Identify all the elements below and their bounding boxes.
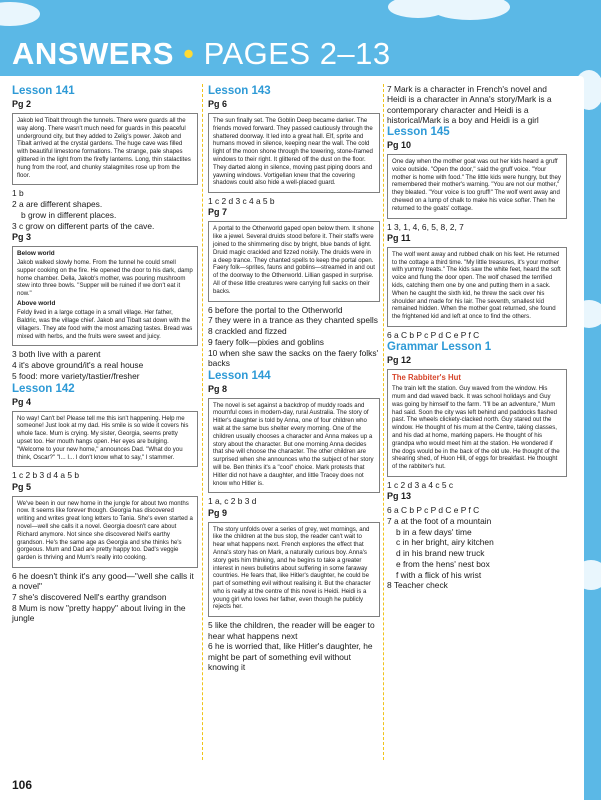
- pg-2-label: Pg 2: [12, 99, 32, 110]
- pg-3-passage: Below world Jakob walked slowly home. From the tunnel he could smell supper cooking on the fire. He opened the door to his dark, damp home chamber. Della, Jakob's mother, was pouring mushroom stew into three bowls. "Supper will be ruined if we don't eat it now." Above world Feldy lived in a large cottage in a small village. Her father, Baldric, was the village chief. Jakob and Tibalt sat down with the villagers. They ate food with the most amazing tastes. Bread was mixed with herbs, and the fruits were sweet and juicy.: [12, 246, 198, 347]
- page-number: 106: [12, 778, 33, 792]
- column-1: [12, 84, 198, 624]
- column-divider: [383, 84, 384, 760]
- cloud: [430, 0, 510, 20]
- pages-range: PAGES 2–13: [203, 36, 391, 71]
- pg-6-label: Pg 6: [208, 99, 228, 110]
- pg-12-label: Pg 12: [387, 355, 412, 366]
- pg-10-passage: One day when the mother goat was out her kids heard a gruff voice outside. "Open the door," said the gruff voice. "Your mother is home with food." The little kids were hungry, but they remembered their mother's warning. "You are not our mother," they bleated. "Your voice is too gruff!" The wolf went away and chewed on a lump of chalk to make his voice softer. Then he returned to the goats' cottage.: [387, 154, 567, 219]
- pg-4-answers: 1 c 2 b 3 d 4 a 5 b: [12, 470, 80, 481]
- pg-6-answers: 1 c 2 d 3 c 4 a 5 b: [208, 196, 275, 207]
- pg-7-label: Pg 7: [208, 207, 228, 218]
- pg-11-passage: The wolf went away and rubbed chalk on his feet. He returned to the cottage a third time. "My little treasures, it's your mother with yummy treats." The kids saw the white feet, heard the soft voice and flung the door open. The wolf chased the terrified kids, catching them one by one and putting them in a sack. When he caught the sixth kid, he threw the sack over his shoulder and made for his lair. The seventh, smallest kid remained hidden. When the mother goat returned, she found the frightened kid and left at once to find the others.: [387, 247, 567, 327]
- pg-8-answers: 1 a, c 2 b 3 d: [208, 496, 257, 507]
- lesson-142-passage: No way! Can't be! Please tell me this isn't happening. Help me someone! Just look at my dad. His smile is so wide it covers his whole face. Mum is crying. My sister, Georgia, seems pretty upset too. Her mouth hangs open. Her eyes are bulging. "Welcome to your new home," announces Dad. "What do you think, Oscar?" "I... I... I don't know what to say," I stammer.: [12, 411, 198, 468]
- story-title: The Rabbiter's Hut: [392, 373, 461, 383]
- lesson-143-heading: Lesson 143: [208, 85, 271, 97]
- pg-7-answers: 6 before the portal to the Otherworld 7 they were in a trance as they chanted spells 8 crackled and fizzed 9 faery folk—pixies and goblins 10 when she saw the sacks on the faery folks' backs: [208, 304, 379, 368]
- pg-2-answers: 1 b 2 a are different shapes. b grow in different places. 3 c grow on different parts of the cave.: [12, 188, 155, 231]
- pg-4-label: Pg 4: [12, 396, 32, 407]
- pg-6-passage: The sun finally set. The Goblin Deep became darker. The friends moved forward. They passed cautiously through the shattered doorway. It led into a great hall. Elf, sprite and humans moved in silence, keeping near the wall. The cold light of the moon shone through the towering, stone-framed windows to their right. It glittered off the dust on the floor. They darted along in silence, moving past piping doors and yawning windows. Vortigellan knew that the covering shadows could also hide a well-placed guard.: [208, 113, 380, 193]
- column-3: [387, 84, 567, 591]
- column-divider: [202, 84, 203, 760]
- column-2: [208, 84, 380, 673]
- pg-7-passage: A portal to the Otherworld gaped open below them. It shone like a jewel. Several druids stood before it. Their staffs were joined to the shimmering disc by bright, blue bands of light. Druid magic crackled and fizzed noisily. The druids were in a deep trance. They chanted spells to keep the portal open. Faery folk—sprites, fauns and goblins—streamed in and out of the doorway to the Otherworld. Lillian gasped in surprise. All of these little creatures were carrying full sacks on their backs.: [208, 221, 380, 301]
- pg-9-answers: 5 like the children, the reader will be eager to hear what happens next 6 he is worried that, like Hitler's daughter, he might be part of something evil without knowing it: [208, 620, 375, 672]
- answers-title: ANSWERS: [12, 36, 174, 71]
- pg-10-answers: 1 3, 1, 4, 6, 5, 8, 2, 7: [387, 221, 464, 232]
- pg-9-passage: The story unfolds over a series of grey, wet mornings, and like the children at the bus stop, the reader can't wait to hear what happens next. French explores the effect that Anna's story has on Mark, a naturally curious boy. Anna's story gets him thinking, and he begins to take a greater interest in news bulletins about suffering in some faraway countries. He fears that, like Hitler's daughter, he could be part of something evil without realising it. But the character who is really at the centre of this novel is Heidi. Heidi is a young girl who loves her father, even though he publicly rejects her.: [208, 522, 380, 618]
- pg-3-label: Pg 3: [12, 231, 32, 242]
- pg-12-answers: 1 c 2 d 3 a 4 c 5 c: [387, 479, 454, 490]
- pg-5-passage: We've been in our new home in the jungle for about two months now. It seems like forever though. Georgia has discovered writing and writes great long letters to Tania. She's even started a novel—well she calls it a novel. Georgia doesn't care about Richard anymore. Not since she discovered Nell's earthy grandson. He's the same age as Georgia and she thinks he's gorgeous. Mum and Dad are pretty happy too. Dad's veggie garden is thriving and Mum's really into cooking.: [12, 496, 198, 568]
- pg-9-label: Pg 9: [208, 507, 228, 518]
- pg-5-answers: 6 he doesn't think it's any good—"well she calls it a novel" 7 she's discovered Nell's earthy grandson 8 Mum is now "pretty happy" about living in the jungle: [12, 570, 194, 623]
- bullet-separator: •: [183, 36, 195, 71]
- lesson-141-passage: Jakob led Tibalt through the tunnels. There were guards all the way along. There wasn't much need for guards in this peaceful underground city, but they added to Zelig's power. Jakob and Tibalt arrived at the crystal gardens. The huge cave was filled with beautiful limestone formations. The strange, pale shapes glittered in the light from the firefly lanterns. Long, thin stalactites hung from the roof, and chunky stalagmites rose up from the floor.: [12, 113, 198, 185]
- pg-11-answers: 6 a C b P c P d C e P f C: [387, 329, 480, 340]
- lesson-145-heading: Lesson 145: [387, 126, 450, 138]
- pg-5-label: Pg 5: [12, 481, 32, 492]
- cloud: [0, 2, 40, 26]
- pg-8-passage: The novel is set against a backdrop of muddy roads and mournful cows in modern-day, rural Australia. The story of Hitler's daughter is told by Anna, one of four children who wait at the same bus shelter every morning. One of the children usually chooses a character and Anna makes up a story about the character. But one morning Anna decides that she will choose the character. The other children are surprised when she announces who the subject of her story will be. Ben thinks it's a "cool" choice. Mark protests that Hitler did not have a daughter, and little Tracey does not know who Hitler is.: [208, 398, 380, 494]
- pg-11-label: Pg 11: [387, 232, 411, 243]
- pg-13-answers: 6 a C b P c P d C e P f C 7 a at the foot of a mountain b in a few days' time c in her bright, airy kitchen d in his brand new truck e from the hens' nest box f with a flick of his wrist 8 Teacher check: [387, 505, 494, 591]
- pg-10-label: Pg 10: [387, 140, 412, 151]
- pg-3-answers: 3 both live with a parent 4 it's above ground/it's a real house 5 food: more variety/tastier/fresher: [12, 349, 144, 381]
- grammar-lesson-1-heading: Grammar Lesson 1: [387, 341, 492, 354]
- page-header: [12, 36, 572, 74]
- lesson-141-heading: Lesson 141: [12, 85, 75, 97]
- lesson-144-heading: Lesson 144: [208, 369, 271, 382]
- pg-8-label: Pg 8: [208, 383, 228, 394]
- pg-9-answer-7: 7 Mark is a character in French's novel and Heidi is a character in Anna's story/Mark is a contemporary character and Heidi is a historical/Mark is a boy and Heidi is a girl: [387, 84, 552, 125]
- lesson-142-heading: Lesson 142: [12, 382, 75, 395]
- pg-12-passage: The Rabbiter's Hut The train left the station. Guy waved from the window. His mum and dad waved back. It was school holidays and Guy was going by himself to the farm. "I'll be an adventure," Mum had said. Soon the city was left behind and paddocks flashed past. The wheels clickety-clacked north. Guy stared out the window. He thought of his mum at the Centre, taking classes, and his dad at home, marking papers. He thought of his grandpa who would meet him at the station. He wondered if the dogs would be in the back of the old ute. He thought of the shearing shed, of Huon Hill, of eggs for breakfast. He thought of the rabbiter's hut.: [387, 369, 567, 477]
- pg-13-label: Pg 13: [387, 491, 412, 502]
